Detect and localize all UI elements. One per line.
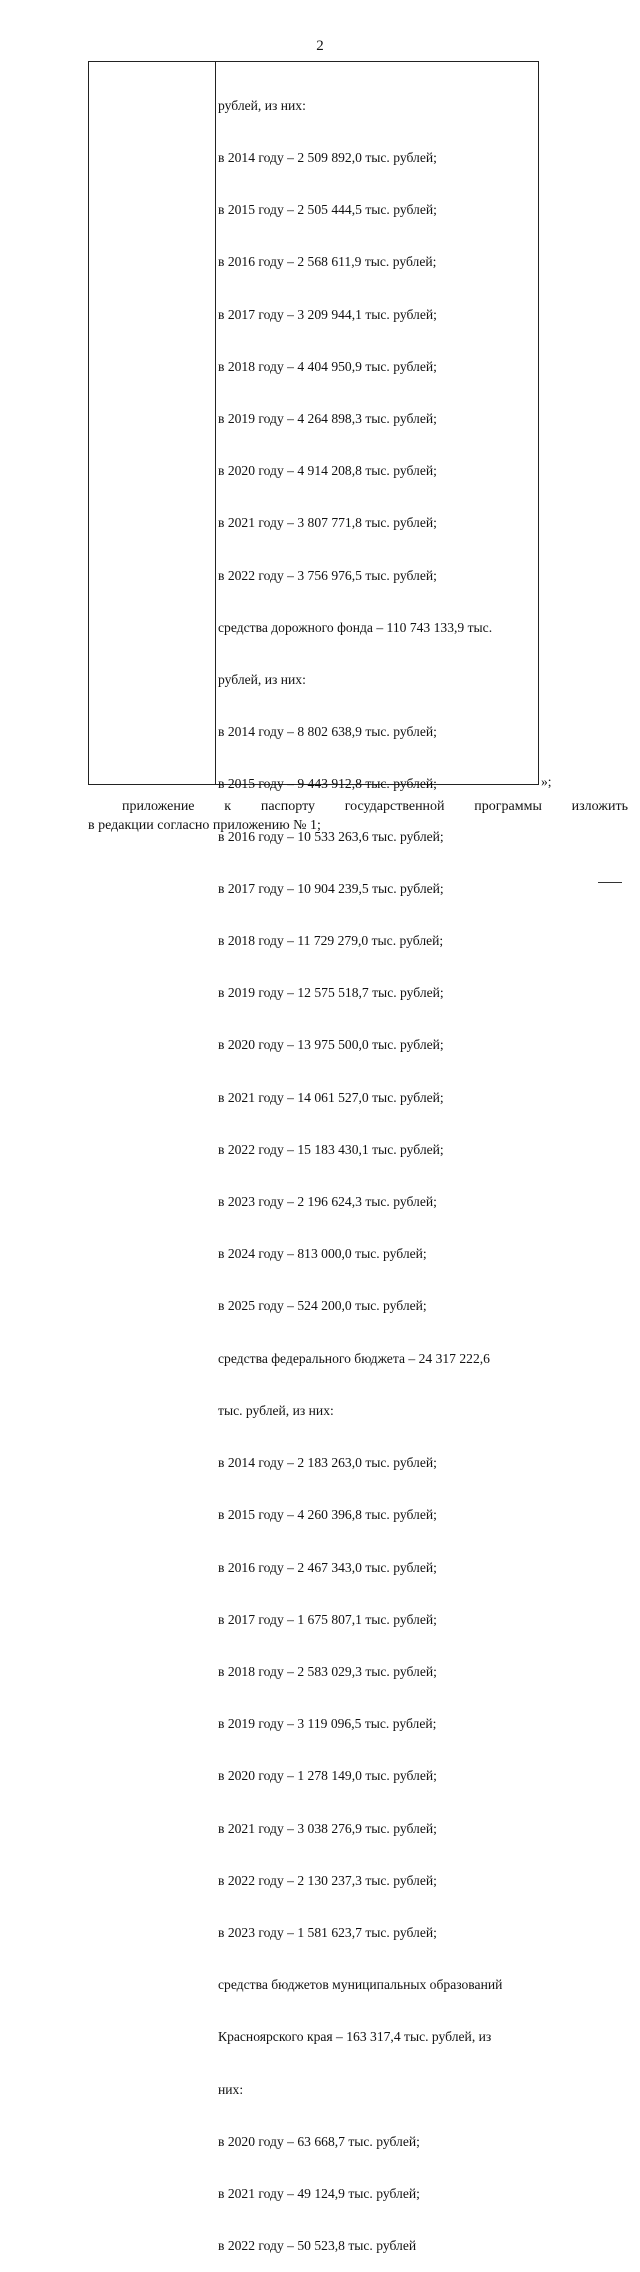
table-line: средства федерального бюджета – 24 317 222,6 (218, 1350, 490, 1366)
table-line: в 2020 году – 1 278 149,0 тыс. рублей; (218, 1768, 437, 1784)
table-line: в 2020 году – 13 975 500,0 тыс. рублей; (218, 1037, 444, 1053)
table-cell-funding (218, 62, 538, 2272)
table-line: в 2019 году – 3 119 096,5 тыс. рублей; (218, 1716, 437, 1732)
table-line: рублей, из них: (218, 672, 306, 688)
table-line: в 2021 году – 3 038 276,9 тыс. рублей; (218, 1820, 437, 1836)
table-line: в 2018 году – 4 404 950,9 тыс. рублей; (218, 358, 437, 374)
table-line: в 2022 году – 50 523,8 тыс. рублей (218, 2238, 417, 2254)
paragraph-line-2: в редакции согласно приложению № 1; (88, 818, 321, 833)
table-line: в 2020 году – 4 914 208,8 тыс. рублей; (218, 463, 437, 479)
table-line: в 2017 году – 10 904 239,5 тыс. рублей; (218, 880, 444, 896)
table-line: в 2022 году – 3 756 976,5 тыс. рублей; (218, 567, 437, 583)
paragraph-word: изложить (571, 799, 628, 814)
paragraph-word: приложение (122, 799, 195, 814)
table-line: в 2016 году – 2 568 611,9 тыс. рублей; (218, 254, 437, 270)
table-line: в 2023 году – 2 196 624,3 тыс. рублей; (218, 1194, 437, 1210)
table-line: в 2016 году – 2 467 343,0 тыс. рублей; (218, 1559, 437, 1575)
table-line: в 2014 году – 2 509 892,0 тыс. рублей; (218, 150, 437, 166)
table-line: в 2015 году – 9 443 912,8 тыс. рублей; (218, 776, 437, 792)
table-line: в 2024 году – 813 000,0 тыс. рублей; (218, 1246, 427, 1262)
table-line: в 2019 году – 12 575 518,7 тыс. рублей; (218, 985, 444, 1001)
table-line: в 2023 году – 1 581 623,7 тыс. рублей; (218, 1924, 437, 1940)
table-line: в 2014 году – 2 183 263,0 тыс. рублей; (218, 1455, 437, 1471)
paragraph-word: к (224, 799, 232, 814)
table-line: в 2016 году – 10 533 263,6 тыс. рублей; (218, 828, 444, 844)
footer-rule (598, 882, 622, 883)
table-line: в 2017 году – 3 209 944,1 тыс. рублей; (218, 306, 437, 322)
paragraph-word: государственной (344, 799, 445, 814)
amendment-paragraph (88, 797, 628, 835)
table-line: Красноярского края – 163 317,4 тыс. рублей, из (218, 2029, 492, 2045)
table-line: средства дорожного фонда – 110 743 133,9 тыс. (218, 619, 493, 635)
closing-quote: »; (541, 774, 552, 789)
table-line: рублей, из них: (218, 97, 306, 113)
table-line: средства бюджетов муниципальных образований (218, 1977, 503, 1993)
table-line: в 2025 году – 524 200,0 тыс. рублей; (218, 1298, 427, 1314)
table-line: них: (218, 2081, 244, 2097)
paragraph-line-1 (88, 797, 628, 816)
table-line: в 2022 году – 2 130 237,3 тыс. рублей; (218, 1872, 437, 1888)
table-line: в 2015 году – 4 260 396,8 тыс. рублей; (218, 1507, 437, 1523)
table-line: в 2021 году – 3 807 771,8 тыс. рублей; (218, 515, 437, 531)
table-line: в 2019 году – 4 264 898,3 тыс. рублей; (218, 411, 437, 427)
table-line: тыс. рублей, из них: (218, 1402, 334, 1418)
table-line: в 2017 году – 1 675 807,1 тыс. рублей; (218, 1611, 437, 1627)
table-line: в 2018 году – 11 729 279,0 тыс. рублей; (218, 933, 444, 949)
table-column-divider (215, 61, 216, 785)
table-line: в 2021 году – 14 061 527,0 тыс. рублей; (218, 1089, 444, 1105)
table-line: в 2018 году – 2 583 029,3 тыс. рублей; (218, 1663, 437, 1679)
table-line: в 2014 году – 8 802 638,9 тыс. рублей; (218, 724, 437, 740)
table-line: в 2022 году – 15 183 430,1 тыс. рублей; (218, 1141, 444, 1157)
table-line: в 2015 году – 2 505 444,5 тыс. рублей; (218, 202, 437, 218)
paragraph-word: паспорту (260, 799, 316, 814)
paragraph-word: программы (474, 799, 542, 814)
table-line: в 2021 году – 49 124,9 тыс. рублей; (218, 2185, 420, 2201)
page-number: 2 (316, 38, 324, 54)
table-line: в 2020 году – 63 668,7 тыс. рублей; (218, 2133, 420, 2149)
